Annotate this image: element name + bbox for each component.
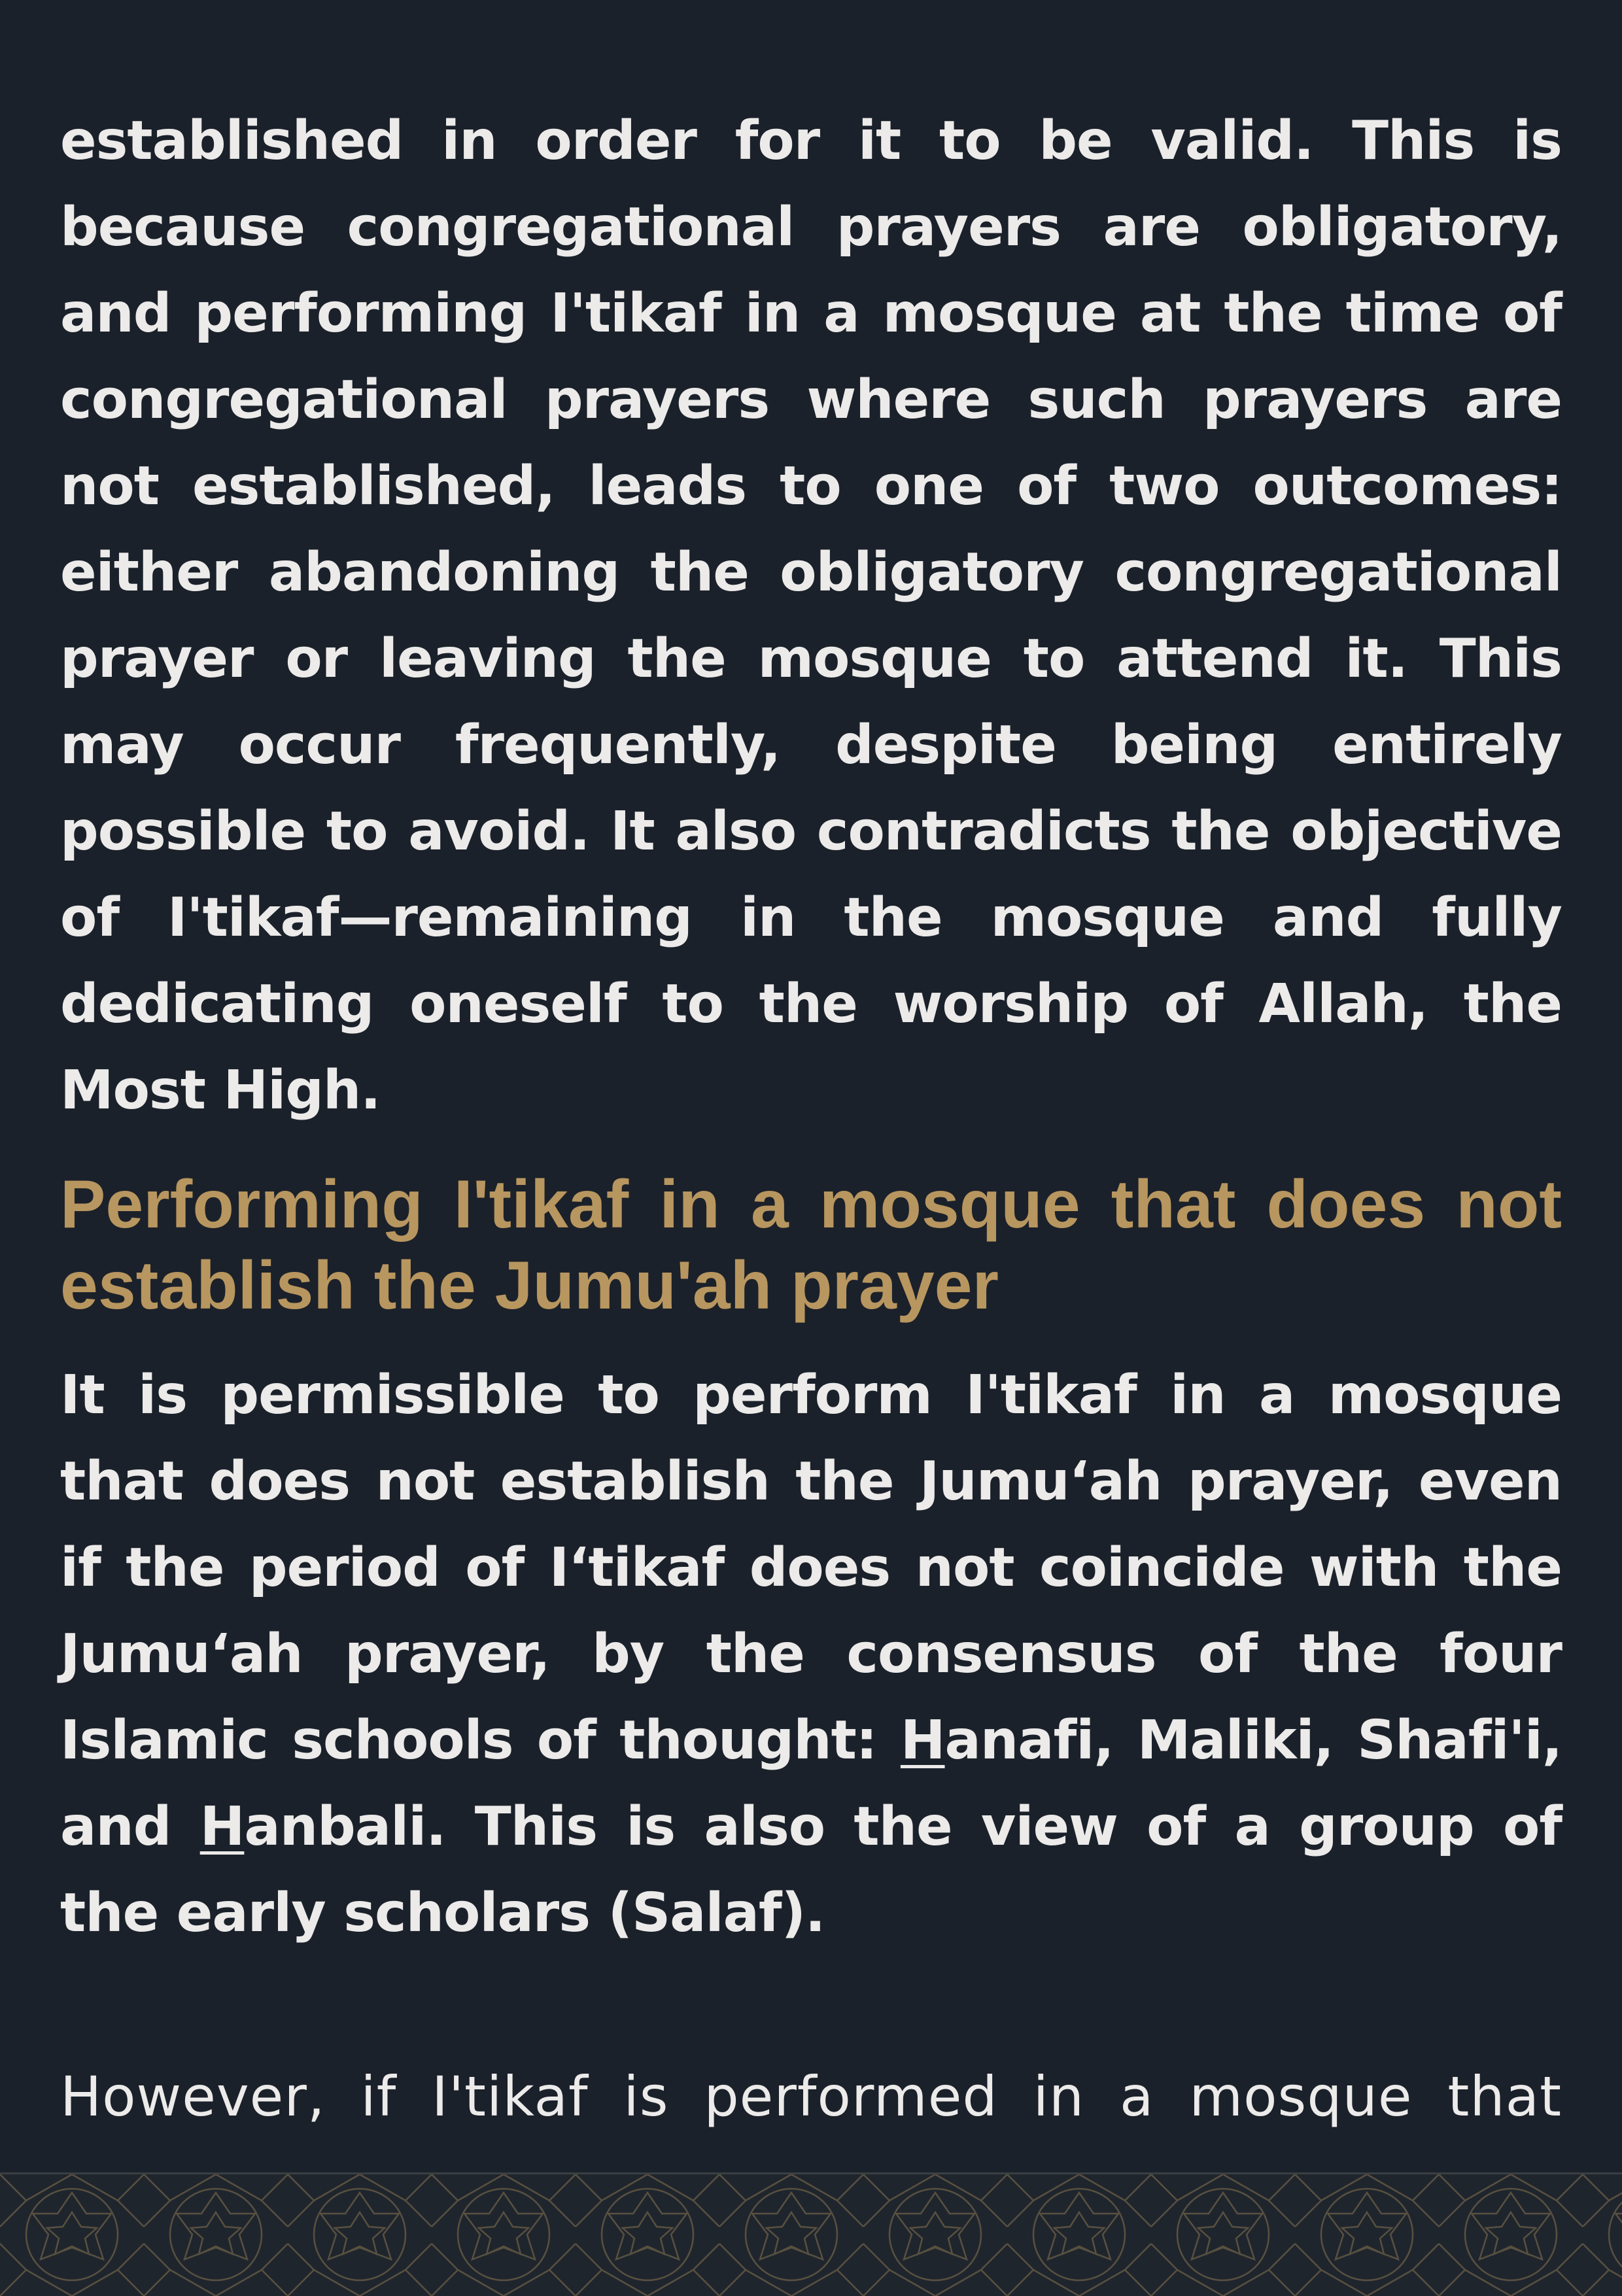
paragraph-congregational-prayers: established in order for it to be valid. This is because congregational prayers are obligatory, and performing I'tikaf in a mosque at the time of congregational prayers where such prayers are not established, leads to one of two outcomes: either abandoning the obligatory congregational prayer or leaving the mosque to attend it. This may occur frequently, despite being entirely possible to avoid. It also contradicts the objective of I'tikaf—remaining in the mosque and fully dedicating oneself to the worship of Allah, the Most High. (60, 110, 1562, 1122)
paragraph-text: anafi, Maliki, Shafi'i, and (60, 1709, 1562, 1858)
paragraph-continuation: However, if I'tikaf is performed in a mosque that (60, 2065, 1562, 2129)
footer-ornament-band (0, 2172, 1622, 2296)
islamic-geometric-pattern-icon (0, 2174, 1622, 2296)
paragraph-text: anbali. This is also the view of a group of the early scholars (Salaf). (60, 1796, 1562, 1944)
underlined-letter: H (199, 1796, 245, 1858)
paragraph-jumuah-permissibility (60, 1352, 1562, 1957)
underlined-letter: H (900, 1709, 945, 1772)
section-heading: Performing I'tikaf in a mosque that does not establish the Jumu'ah prayer (60, 1167, 1562, 1324)
paragraph-text: It is permissible to perform I'tikaf in a mosque that does not establish the Jumuʻah prayer, even if the period of Iʻtikaf does not coincide with the Jumuʻah prayer, by the consensus of the four Islamic schools of thought: (60, 1364, 1562, 1772)
document-body (60, 98, 1562, 1957)
